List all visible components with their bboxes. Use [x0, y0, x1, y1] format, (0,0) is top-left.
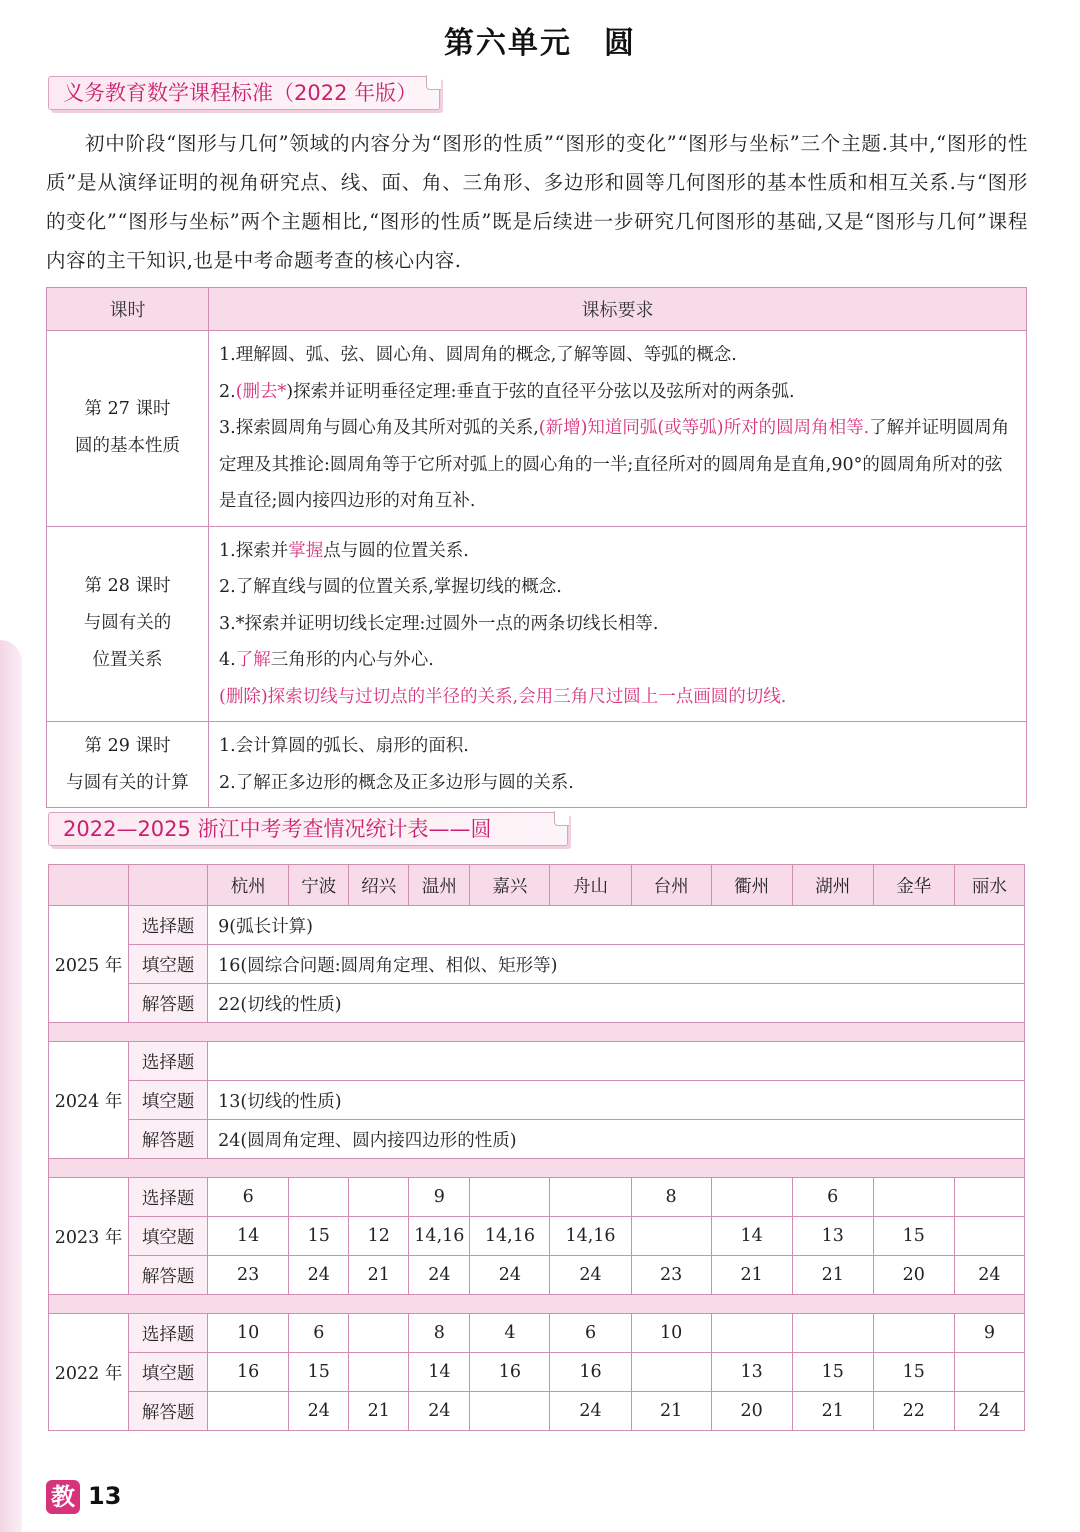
lesson-cell — [47, 722, 209, 808]
question-number-cell: 14,16 — [550, 1217, 631, 1256]
requirement-item — [219, 337, 1016, 374]
spacer-row — [49, 1159, 1025, 1178]
question-type-cell: 选择题 — [129, 1178, 208, 1217]
table-row — [47, 526, 1027, 722]
header-lesson: 课时 — [47, 288, 209, 331]
question-number-cell — [711, 1314, 792, 1353]
lesson-label: 与圆有关的 — [83, 613, 172, 634]
requirements-cell — [209, 331, 1027, 527]
question-number-cell: 21 — [711, 1256, 792, 1295]
question-number-cell — [289, 1178, 349, 1217]
question-number-cell: 21 — [349, 1392, 409, 1431]
requirements-cell — [209, 526, 1027, 722]
lesson-cell — [47, 526, 209, 722]
highlighted-text: 掌握 — [288, 540, 324, 561]
question-number-cell: 8 — [409, 1314, 470, 1353]
lesson-label: 第 28 课时 — [84, 576, 171, 597]
highlighted-text: (新增)知道同弧(或等弧)所对的圆周角相等. — [538, 418, 870, 438]
question-number-cell — [954, 1353, 1024, 1392]
curriculum-standard-banner: 义务教育数学课程标准（2022 年版） — [48, 76, 440, 110]
lesson-cell — [47, 331, 209, 527]
question-number-cell: 14 — [409, 1353, 470, 1392]
question-number-cell: 21 — [349, 1256, 409, 1295]
question-number-cell: 6 — [289, 1314, 349, 1353]
lesson-label: 第 27 课时 — [84, 399, 171, 420]
summary-cell — [208, 1042, 1025, 1081]
header-city: 衢州 — [711, 865, 792, 906]
spacer-row — [49, 1295, 1025, 1314]
question-number-cell: 6 — [550, 1314, 631, 1353]
requirement-item — [219, 569, 1016, 606]
year-cell: 2025 年 — [49, 906, 129, 1023]
question-type-cell: 解答题 — [129, 1256, 208, 1295]
question-number-cell — [349, 1353, 409, 1392]
question-number-cell: 15 — [289, 1353, 349, 1392]
question-number-cell: 6 — [792, 1178, 873, 1217]
question-number-cell: 14 — [208, 1217, 289, 1256]
requirement-text: 了解并证明圆周角定理及其推论:圆周角等于它所对弧上的圆心角的一半;直径所对的圆周角是直角,90°的圆周角所对的弦是直径;圆内接四边形的对角互补. — [219, 418, 1010, 511]
summary-cell: 13(切线的性质) — [208, 1081, 1025, 1120]
page-number: 13 — [88, 1482, 122, 1510]
question-type-cell: 解答题 — [129, 984, 208, 1023]
header-requirements: 课标要求 — [209, 288, 1027, 331]
summary-cell: 22(切线的性质) — [208, 984, 1025, 1023]
question-number-cell: 21 — [631, 1392, 711, 1431]
table-row — [47, 722, 1027, 808]
question-number-cell — [792, 1314, 873, 1353]
question-number-cell: 20 — [873, 1256, 954, 1295]
header-city: 宁波 — [289, 865, 349, 906]
question-number-cell — [349, 1178, 409, 1217]
question-type-cell: 选择题 — [129, 906, 208, 945]
question-type-cell: 填空题 — [129, 945, 208, 984]
table-row — [49, 1392, 1025, 1431]
question-type-cell: 填空题 — [129, 1081, 208, 1120]
question-number-cell: 15 — [792, 1353, 873, 1392]
requirement-text: 2. — [219, 381, 236, 402]
spacer-cell — [49, 1295, 1025, 1314]
table-row — [49, 1042, 1025, 1081]
header-city: 金华 — [873, 865, 954, 906]
question-type-cell: 填空题 — [129, 1217, 208, 1256]
question-number-cell: 10 — [631, 1314, 711, 1353]
requirement-item — [219, 728, 1016, 765]
table-row — [47, 331, 1027, 527]
table-row — [49, 1314, 1025, 1353]
question-number-cell: 14 — [711, 1217, 792, 1256]
requirement-text: 1.探索并 — [219, 540, 289, 561]
exam-statistics-table — [48, 864, 1025, 1431]
question-number-cell — [470, 1178, 550, 1217]
question-number-cell: 23 — [631, 1256, 711, 1295]
requirement-text: 3.探索圆周角与圆心角及其所对弧的关系, — [219, 418, 539, 438]
requirement-item — [219, 765, 1016, 802]
summary-cell: 9(弧长计算) — [208, 906, 1025, 945]
question-number-cell — [711, 1178, 792, 1217]
requirement-item — [219, 642, 1016, 679]
question-number-cell: 9 — [954, 1314, 1024, 1353]
question-type-cell: 解答题 — [129, 1120, 208, 1159]
header-city: 台州 — [631, 865, 711, 906]
question-number-cell: 24 — [550, 1392, 631, 1431]
header-city: 杭州 — [208, 865, 289, 906]
question-number-cell: 24 — [289, 1392, 349, 1431]
requirements-cell — [209, 722, 1027, 808]
summary-cell: 16(圆综合问题:圆周角定理、相似、矩形等) — [208, 945, 1025, 984]
question-type-cell: 填空题 — [129, 1353, 208, 1392]
question-number-cell: 8 — [631, 1178, 711, 1217]
table-row — [49, 1256, 1025, 1295]
intro-paragraph: 初中阶段“图形与几何”领域的内容分为“图形的性质”“图形的变化”“图形与坐标”三个主题.其中,“图形的性质”是从演绎证明的视角研究点、线、面、角、三角形、多边形和圆等几何图形的基本性质和相互关系.与“图形的变化”“图形与坐标”两个主题相比,“图形的性质”既是后续进一步研究几何图形的基础,又是“图形与几何”课程内容的主干知识,也是中考命题考查的核心内容. — [46, 132, 1028, 272]
table-row — [49, 1120, 1025, 1159]
requirement-text: 三角形的内心与外心. — [270, 650, 434, 670]
page-title: 第六单元 圆 — [444, 26, 636, 61]
requirement-item — [219, 533, 1016, 570]
curriculum-requirements-table — [46, 287, 1027, 808]
requirement-text: 点与圆的位置关系. — [323, 540, 469, 561]
requirement-text: 2.了解正多边形的概念及正多边形与圆的关系. — [219, 772, 574, 793]
highlighted-text: (删除)探索切线与过切点的半径的关系,会用三角尺过圆上一点画圆的切线. — [219, 686, 787, 707]
question-number-cell: 15 — [873, 1217, 954, 1256]
table-row — [49, 1217, 1025, 1256]
question-number-cell: 15 — [873, 1353, 954, 1392]
year-cell: 2023 年 — [49, 1178, 129, 1295]
requirement-text: 2.了解直线与圆的位置关系,掌握切线的概念. — [219, 577, 562, 597]
lesson-label: 与圆有关的计算 — [66, 772, 189, 793]
summary-cell: 24(圆周角定理、圆内接四边形的性质) — [208, 1120, 1025, 1159]
requirement-item — [219, 410, 1016, 520]
question-number-cell: 4 — [470, 1314, 550, 1353]
header-city: 湖州 — [792, 865, 873, 906]
header-empty-type — [129, 865, 208, 906]
question-number-cell: 21 — [792, 1392, 873, 1431]
question-number-cell: 20 — [711, 1392, 792, 1431]
question-number-cell: 16 — [550, 1353, 631, 1392]
question-number-cell: 14,16 — [409, 1217, 470, 1256]
question-number-cell: 24 — [954, 1392, 1024, 1431]
table-row — [49, 1081, 1025, 1120]
table-row — [49, 945, 1025, 984]
table-row — [49, 984, 1025, 1023]
question-number-cell — [470, 1392, 550, 1431]
year-cell: 2024 年 — [49, 1042, 129, 1159]
question-number-cell: 15 — [289, 1217, 349, 1256]
table-header-row — [49, 865, 1025, 906]
requirement-item — [219, 679, 1016, 716]
highlighted-text: 了解 — [235, 650, 271, 670]
question-number-cell: 23 — [208, 1256, 289, 1295]
table-row — [49, 1353, 1025, 1392]
question-number-cell: 9 — [409, 1178, 470, 1217]
table-row — [49, 1178, 1025, 1217]
question-number-cell: 24 — [954, 1256, 1024, 1295]
requirement-text: 1.理解圆、弧、弦、圆心角、圆周角的概念,了解等圆、等弧的概念. — [219, 345, 737, 365]
question-number-cell: 24 — [470, 1256, 550, 1295]
question-number-cell — [349, 1314, 409, 1353]
question-type-cell: 解答题 — [129, 1392, 208, 1431]
question-number-cell: 13 — [711, 1353, 792, 1392]
spacer-row — [49, 1023, 1025, 1042]
side-decoration — [0, 640, 22, 1532]
question-number-cell: 6 — [208, 1178, 289, 1217]
question-number-cell: 24 — [550, 1256, 631, 1295]
spacer-cell — [49, 1023, 1025, 1042]
question-number-cell: 13 — [792, 1217, 873, 1256]
header-city: 舟山 — [550, 865, 631, 906]
question-number-cell — [954, 1178, 1024, 1217]
question-type-cell: 选择题 — [129, 1314, 208, 1353]
question-number-cell — [631, 1353, 711, 1392]
requirement-text: 3.*探索并证明切线长定理:过圆外一点的两条切线长相等. — [219, 613, 659, 634]
question-number-cell: 21 — [792, 1256, 873, 1295]
question-number-cell: 12 — [349, 1217, 409, 1256]
question-number-cell — [873, 1178, 954, 1217]
spacer-cell — [49, 1159, 1025, 1178]
question-number-cell — [631, 1217, 711, 1256]
table-row — [49, 906, 1025, 945]
question-number-cell: 22 — [873, 1392, 954, 1431]
question-number-cell: 16 — [208, 1353, 289, 1392]
question-number-cell: 16 — [470, 1353, 550, 1392]
question-number-cell: 24 — [409, 1392, 470, 1431]
header-city: 温州 — [409, 865, 470, 906]
question-number-cell: 14,16 — [470, 1217, 550, 1256]
question-number-cell — [550, 1178, 631, 1217]
question-type-cell: 选择题 — [129, 1042, 208, 1081]
question-number-cell — [873, 1314, 954, 1353]
header-city: 绍兴 — [349, 865, 409, 906]
requirement-text: 1.会计算圆的弧长、扇形的面积. — [219, 736, 469, 756]
header-city: 嘉兴 — [470, 865, 550, 906]
requirement-item — [219, 374, 1016, 411]
question-number-cell — [954, 1217, 1024, 1256]
question-number-cell — [208, 1392, 289, 1431]
teacher-badge-icon: 教 — [46, 1480, 80, 1514]
highlighted-text: (删去* — [235, 381, 287, 402]
question-number-cell: 10 — [208, 1314, 289, 1353]
header-city: 丽水 — [954, 865, 1024, 906]
question-number-cell: 24 — [289, 1256, 349, 1295]
lesson-label: 位置关系 — [92, 650, 163, 671]
requirement-text: )探索并证明垂径定理:垂直于弦的直径平分弦以及弦所对的两条弧. — [286, 381, 795, 402]
table-header-row — [47, 288, 1027, 331]
question-number-cell: 24 — [409, 1256, 470, 1295]
requirement-text: 4. — [219, 650, 236, 670]
header-empty-year — [49, 865, 129, 906]
year-cell: 2022 年 — [49, 1314, 129, 1431]
requirement-item — [219, 606, 1016, 643]
lesson-label: 第 29 课时 — [84, 735, 171, 756]
exam-stats-banner: 2022—2025 浙江中考考查情况统计表——圆 — [48, 812, 568, 846]
lesson-label: 圆的基本性质 — [75, 436, 180, 457]
